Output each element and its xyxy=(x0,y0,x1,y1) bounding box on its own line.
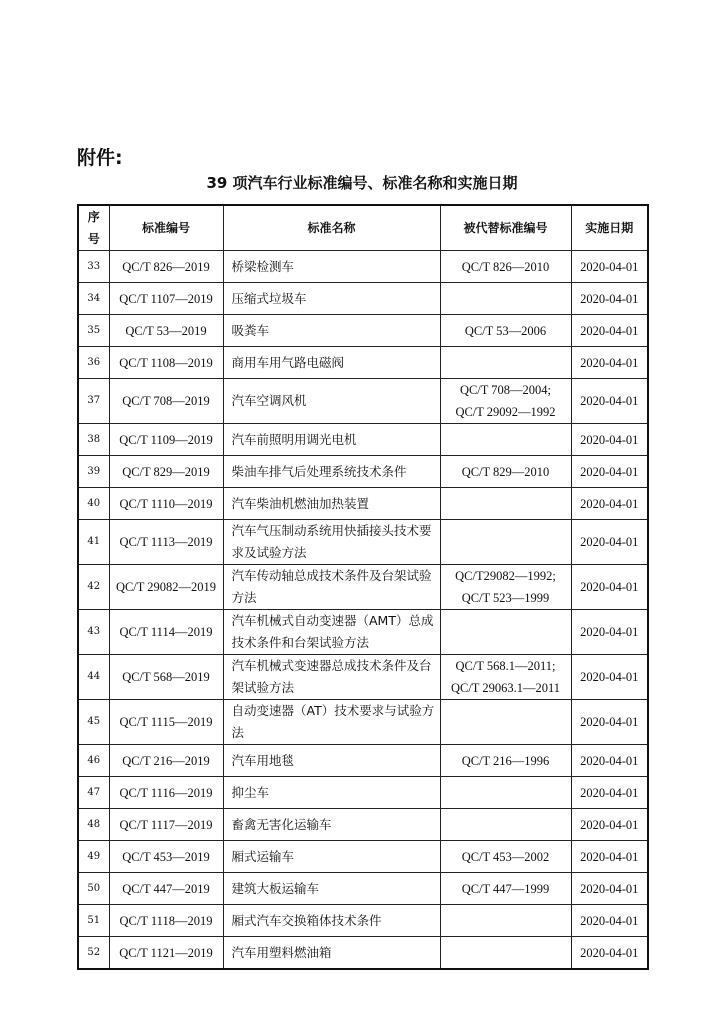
row-standard-name: 柴油车排气后处理系统技术条件 xyxy=(223,456,440,488)
row-seq: 36 xyxy=(78,347,109,379)
row-effective-date: 2020-04-01 xyxy=(571,251,648,283)
row-effective-date: 2020-04-01 xyxy=(571,610,648,655)
row-standard-code: QC/T 1114—2019 xyxy=(109,610,223,655)
row-seq: 42 xyxy=(78,565,109,610)
table-row xyxy=(78,283,648,315)
row-standard-name: 汽车柴油机燃油加热装置 xyxy=(223,488,440,520)
row-standard-name: 压缩式垃圾车 xyxy=(223,283,440,315)
table-row xyxy=(78,379,648,424)
replaced-code-line: QC/T 29092—1992 xyxy=(455,405,556,419)
row-standard-name: 建筑大板运输车 xyxy=(223,873,440,905)
row-effective-date: 2020-04-01 xyxy=(571,424,648,456)
table-row xyxy=(78,315,648,347)
row-standard-code: QC/T 447—2019 xyxy=(109,873,223,905)
row-replaced-code xyxy=(440,520,571,565)
row-replaced-code xyxy=(440,873,571,905)
header-standard-name: 标准名称 xyxy=(223,205,440,251)
row-replaced-code xyxy=(440,565,571,610)
replaced-code-line: QC/T 568.1—2011; xyxy=(455,659,556,673)
row-effective-date: 2020-04-01 xyxy=(571,283,648,315)
row-seq: 41 xyxy=(78,520,109,565)
row-seq: 48 xyxy=(78,809,109,841)
row-seq: 47 xyxy=(78,777,109,809)
row-seq: 33 xyxy=(78,251,109,283)
row-replaced-code xyxy=(440,809,571,841)
row-standard-code: QC/T 826—2019 xyxy=(109,251,223,283)
table-row xyxy=(78,424,648,456)
row-standard-name: 自动变速器（AT）技术要求与试验方法 xyxy=(223,700,440,745)
row-standard-code: QC/T 708—2019 xyxy=(109,379,223,424)
header-standard-code: 标准编号 xyxy=(109,205,223,251)
row-standard-code: QC/T 1110—2019 xyxy=(109,488,223,520)
header-seq: 序号 xyxy=(78,205,109,251)
row-standard-code: QC/T 1116—2019 xyxy=(109,777,223,809)
table-row xyxy=(78,347,648,379)
row-standard-name: 汽车前照明用调光电机 xyxy=(223,424,440,456)
row-replaced-code xyxy=(440,937,571,970)
row-standard-code: QC/T 1121—2019 xyxy=(109,937,223,970)
row-seq: 39 xyxy=(78,456,109,488)
row-standard-name: 厢式汽车交换箱体技术条件 xyxy=(223,905,440,937)
row-effective-date: 2020-04-01 xyxy=(571,700,648,745)
row-standard-code: QC/T 1115—2019 xyxy=(109,700,223,745)
row-seq: 52 xyxy=(78,937,109,970)
table-row xyxy=(78,520,648,565)
standards-table xyxy=(77,204,649,970)
table-row xyxy=(78,905,648,937)
row-standard-name: 吸粪车 xyxy=(223,315,440,347)
row-seq: 44 xyxy=(78,655,109,700)
table-row xyxy=(78,937,648,970)
row-standard-code: QC/T 829—2019 xyxy=(109,456,223,488)
row-seq: 34 xyxy=(78,283,109,315)
table-row xyxy=(78,655,648,700)
row-standard-name: 汽车空调风机 xyxy=(223,379,440,424)
row-effective-date: 2020-04-01 xyxy=(571,777,648,809)
document-title: 39 项汽车行业标准编号、标准名称和实施日期 xyxy=(206,174,518,192)
row-replaced-code xyxy=(440,251,571,283)
replaced-code-line: QC/T29082—1992; xyxy=(455,569,556,583)
replaced-code-line: QC/T 708—2004; xyxy=(459,383,552,397)
table-body xyxy=(78,251,648,970)
row-standard-name: 汽车机械式变速器总成技术条件及台架试验方法 xyxy=(223,655,440,700)
row-standard-name: 汽车机械式自动变速器（AMT）总成技术条件和台架试验方法 xyxy=(223,610,440,655)
row-standard-code: QC/T 1108—2019 xyxy=(109,347,223,379)
row-replaced-code xyxy=(440,610,571,655)
row-effective-date: 2020-04-01 xyxy=(571,456,648,488)
row-standard-name: 桥梁检测车 xyxy=(223,251,440,283)
row-seq: 50 xyxy=(78,873,109,905)
replaced-code-line: QC/T 29063.1—2011 xyxy=(450,681,561,695)
header-effective-date: 实施日期 xyxy=(571,205,648,251)
row-seq: 46 xyxy=(78,745,109,777)
row-effective-date: 2020-04-01 xyxy=(571,873,648,905)
row-effective-date: 2020-04-01 xyxy=(571,315,648,347)
row-seq: 51 xyxy=(78,905,109,937)
row-replaced-code xyxy=(440,841,571,873)
table-row xyxy=(78,565,648,610)
row-effective-date: 2020-04-01 xyxy=(571,347,648,379)
row-standard-name: 抑尘车 xyxy=(223,777,440,809)
row-seq: 35 xyxy=(78,315,109,347)
attachment-label: 附件: xyxy=(77,147,123,169)
table-row xyxy=(78,873,648,905)
row-effective-date: 2020-04-01 xyxy=(571,841,648,873)
row-effective-date: 2020-04-01 xyxy=(571,379,648,424)
row-effective-date: 2020-04-01 xyxy=(571,520,648,565)
row-standard-code: QC/T 1117—2019 xyxy=(109,809,223,841)
row-replaced-code xyxy=(440,745,571,777)
row-effective-date: 2020-04-01 xyxy=(571,745,648,777)
header-replaced-code: 被代替标准编号 xyxy=(440,205,571,251)
row-replaced-code xyxy=(440,283,571,315)
row-replaced-code xyxy=(440,379,571,424)
replaced-code-line: QC/T 453—2002 xyxy=(461,849,550,864)
row-replaced-code xyxy=(440,456,571,488)
row-seq: 43 xyxy=(78,610,109,655)
row-replaced-code xyxy=(440,777,571,809)
table-row xyxy=(78,251,648,283)
row-standard-code: QC/T 568—2019 xyxy=(109,655,223,700)
table-row xyxy=(78,610,648,655)
row-standard-name: 汽车用地毯 xyxy=(223,745,440,777)
table-row xyxy=(78,777,648,809)
table-row xyxy=(78,745,648,777)
row-replaced-code xyxy=(440,700,571,745)
row-effective-date: 2020-04-01 xyxy=(571,655,648,700)
row-seq: 40 xyxy=(78,488,109,520)
row-standard-name: 畜禽无害化运输车 xyxy=(223,809,440,841)
row-replaced-code xyxy=(440,905,571,937)
row-seq: 49 xyxy=(78,841,109,873)
row-seq: 38 xyxy=(78,424,109,456)
row-effective-date: 2020-04-01 xyxy=(571,565,648,610)
row-seq: 45 xyxy=(78,700,109,745)
replaced-code-line: QC/T 826—2010 xyxy=(461,259,550,274)
table-row xyxy=(78,809,648,841)
row-standard-name: 汽车传动轴总成技术条件及台架试验方法 xyxy=(223,565,440,610)
table-row xyxy=(78,841,648,873)
replaced-code-line: QC/T 523—1999 xyxy=(461,591,550,605)
row-seq: 37 xyxy=(78,379,109,424)
row-replaced-code xyxy=(440,315,571,347)
row-replaced-code xyxy=(440,424,571,456)
row-effective-date: 2020-04-01 xyxy=(571,905,648,937)
row-standard-name: 汽车用塑料燃油箱 xyxy=(223,937,440,970)
row-standard-code: QC/T 453—2019 xyxy=(109,841,223,873)
row-effective-date: 2020-04-01 xyxy=(571,937,648,970)
replaced-code-line: QC/T 447—1999 xyxy=(461,881,550,896)
replaced-code-line: QC/T 53—2006 xyxy=(464,323,547,338)
row-standard-code: QC/T 29082—2019 xyxy=(109,565,223,610)
row-replaced-code xyxy=(440,655,571,700)
table-row xyxy=(78,700,648,745)
table-header-row xyxy=(78,205,648,251)
row-effective-date: 2020-04-01 xyxy=(571,809,648,841)
row-standard-code: QC/T 53—2019 xyxy=(109,315,223,347)
row-standard-code: QC/T 1109—2019 xyxy=(109,424,223,456)
replaced-code-line: QC/T 216—1996 xyxy=(461,753,550,768)
row-effective-date: 2020-04-01 xyxy=(571,488,648,520)
row-standard-code: QC/T 1107—2019 xyxy=(109,283,223,315)
table-row xyxy=(78,456,648,488)
row-replaced-code xyxy=(440,347,571,379)
table-row xyxy=(78,488,648,520)
row-standard-code: QC/T 1118—2019 xyxy=(109,905,223,937)
row-standard-name: 厢式运输车 xyxy=(223,841,440,873)
row-standard-code: QC/T 1113—2019 xyxy=(109,520,223,565)
replaced-code-line: QC/T 829—2010 xyxy=(461,464,550,479)
row-standard-code: QC/T 216—2019 xyxy=(109,745,223,777)
row-standard-name: 汽车气压制动系统用快插接头技术要求及试验方法 xyxy=(223,520,440,565)
row-replaced-code xyxy=(440,488,571,520)
row-standard-name: 商用车用气路电磁阀 xyxy=(223,347,440,379)
